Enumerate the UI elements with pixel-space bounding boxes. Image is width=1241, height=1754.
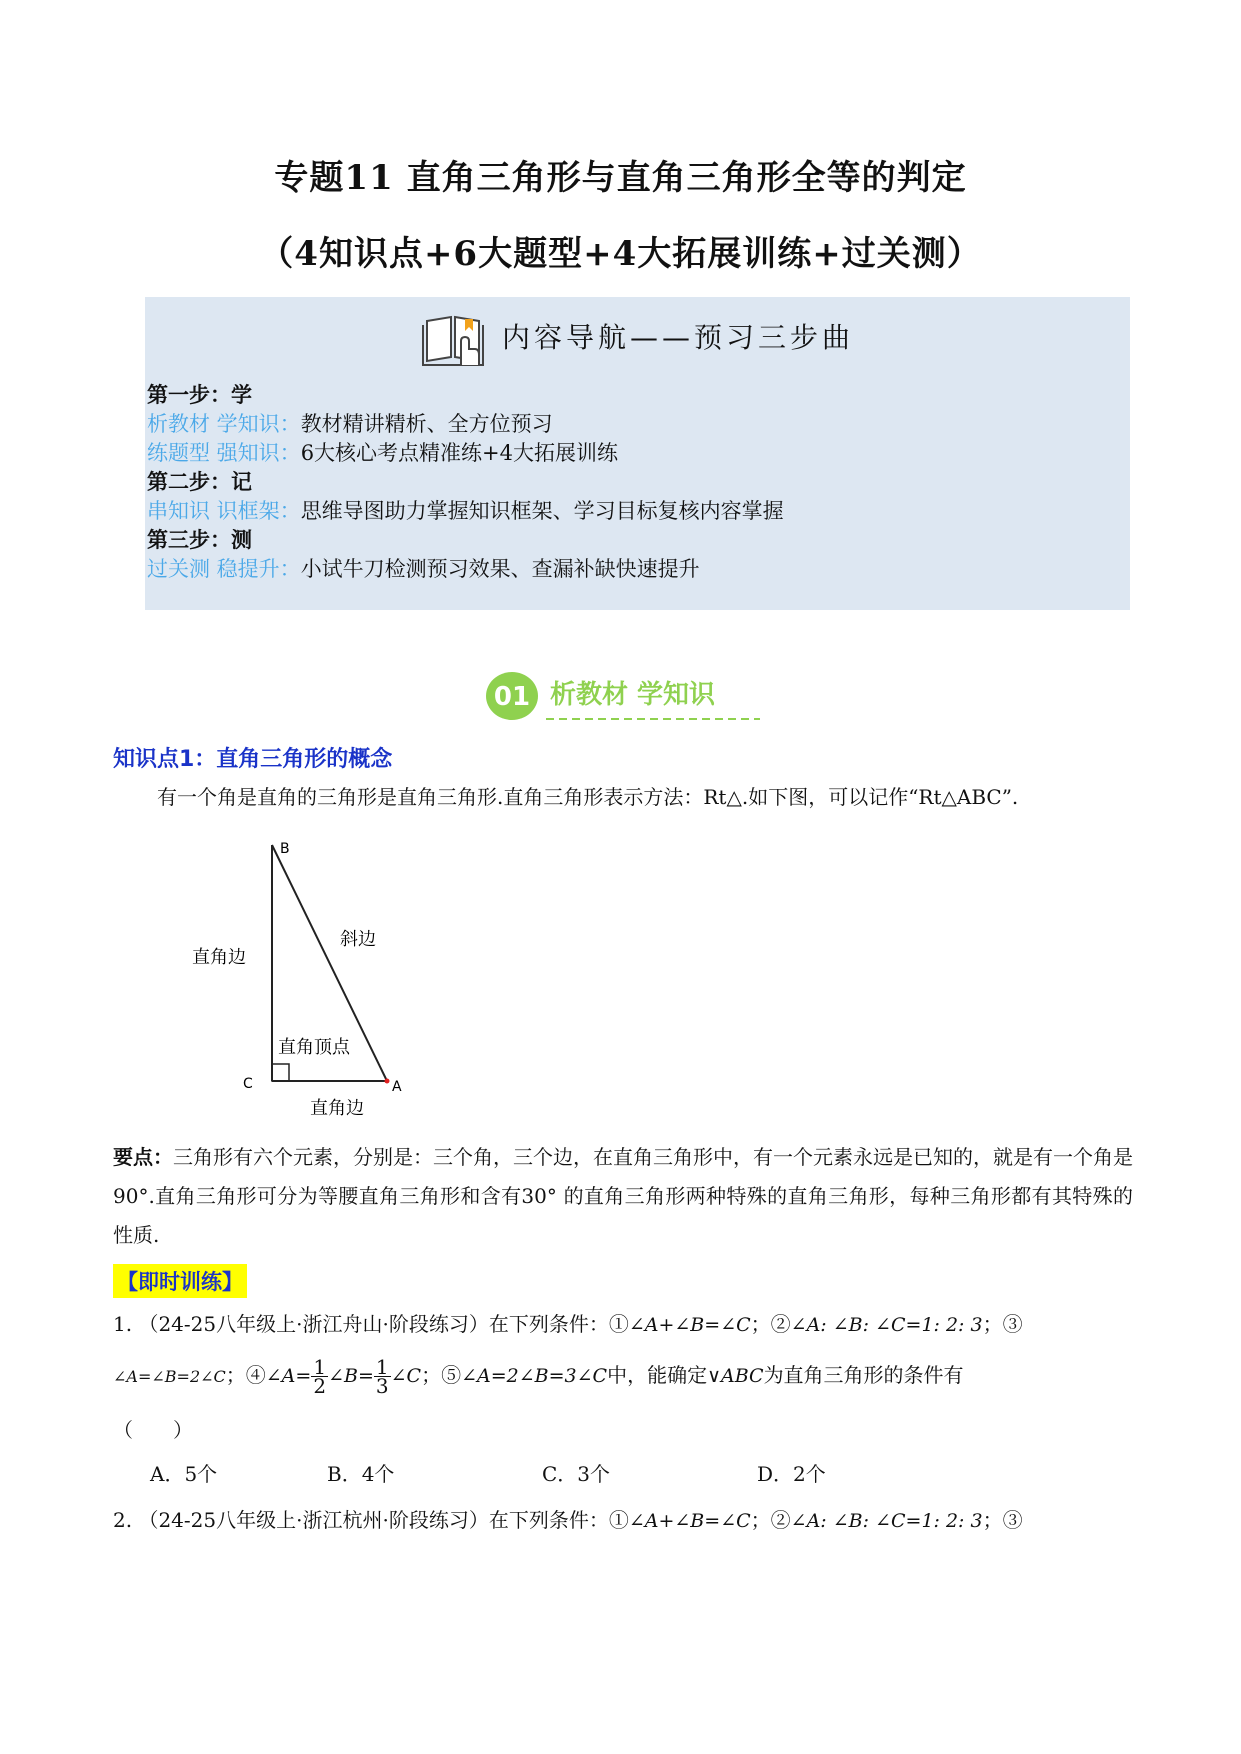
q2-number: 2. bbox=[113, 1508, 133, 1532]
kp1-text: 有一个角是直角的三角形是直角三角形.直角三角形表示方法：Rt△.如下图，可以记作“Rt△ABC”. bbox=[157, 785, 1019, 809]
nav-row1-text: 教材精讲精析、全方位预习 bbox=[300, 412, 553, 436]
q1-choice-a[interactable]: A．5个 bbox=[150, 1462, 218, 1486]
q1-line1 bbox=[113, 1308, 1023, 1337]
nav-row1-key: 析教材 学知识： bbox=[147, 412, 301, 436]
q1-choice-d[interactable]: D．2个 bbox=[757, 1462, 826, 1486]
q1-c4: ；④ bbox=[225, 1363, 266, 1387]
section-badge-number: 01 bbox=[493, 682, 531, 712]
nav-step2: 第二步：记 bbox=[147, 470, 252, 494]
nav-row4-key: 过关测 稳提升： bbox=[147, 557, 301, 581]
q2-c1-math: ∠A+∠B=∠C bbox=[628, 1510, 751, 1532]
q1-answer-paren: （ ） bbox=[113, 1418, 193, 1442]
fraction-third: $\frac{1}{3}$ bbox=[375, 1355, 389, 1398]
label-a: A bbox=[392, 1079, 402, 1095]
nav-row4-text: 小试牛刀检测预习效果、查漏补缺快速提升 bbox=[300, 557, 700, 581]
label-c: C bbox=[243, 1076, 253, 1092]
drill-label: 【即时训练】 bbox=[113, 1264, 247, 1298]
q1-c4-b: ∠B= bbox=[328, 1365, 374, 1387]
key-point-paragraph bbox=[113, 1138, 1133, 1255]
q2-c1: ① bbox=[608, 1508, 629, 1532]
q1-c3-math: ∠A=∠B=2∠C bbox=[113, 1367, 226, 1386]
q1-c1: ① bbox=[608, 1312, 629, 1336]
point-a-dot bbox=[385, 1079, 390, 1084]
q1-c2: ；② bbox=[750, 1312, 791, 1336]
q1-c5-math: ∠A=2∠B=3∠C bbox=[461, 1365, 608, 1387]
q1-choice-b[interactable]: B．4个 bbox=[327, 1462, 395, 1486]
key-point-label: 要点： bbox=[113, 1145, 173, 1169]
q1-mid: 中，能确定 bbox=[607, 1363, 708, 1387]
q1-source: （24-25八年级上·浙江舟山·阶段练习）在下列条件： bbox=[138, 1312, 609, 1336]
q2-source: （24-25八年级上·浙江杭州·阶段练习）在下列条件： bbox=[138, 1508, 609, 1532]
nav-step3: 第三步：测 bbox=[147, 528, 252, 552]
label-b: B bbox=[280, 841, 290, 857]
right-angle-mark bbox=[272, 1064, 289, 1081]
q1-triangle: ∨ABC bbox=[707, 1365, 764, 1387]
q1-c2-math: ∠A: ∠B: ∠C=1: 2: 3 bbox=[790, 1314, 983, 1336]
label-hypotenuse: 斜边 bbox=[340, 929, 376, 950]
kp1-title: 知识点1：直角三角形的概念 bbox=[113, 747, 393, 772]
nav-row2-text: 6大核心考点精准练+4大拓展训练 bbox=[300, 441, 619, 465]
right-triangle-diagram bbox=[180, 835, 420, 1125]
nav-row2 bbox=[147, 439, 784, 468]
q1-c3: ；③ bbox=[982, 1312, 1023, 1336]
content-navigation-box bbox=[145, 297, 1130, 610]
nav-row4 bbox=[147, 555, 784, 584]
nav-row1 bbox=[147, 410, 784, 439]
q1-c1-math: ∠A+∠B=∠C bbox=[628, 1314, 751, 1336]
label-vertex: 直角顶点 bbox=[278, 1037, 350, 1058]
book-hand-icon bbox=[421, 311, 485, 367]
q1-c4-a: ∠A= bbox=[265, 1365, 312, 1387]
nav-row3-key: 串知识 识框架： bbox=[147, 499, 301, 523]
nav-row3-text: 思维导图助力掌握知识框架、学习目标复核内容掌握 bbox=[300, 499, 784, 523]
q1-line2 bbox=[113, 1355, 964, 1398]
q2-c2: ；② bbox=[750, 1508, 791, 1532]
nav-heading bbox=[145, 311, 1130, 367]
q1-choice-c[interactable]: C．3个 bbox=[542, 1462, 611, 1486]
label-leg-bottom: 直角边 bbox=[310, 1098, 364, 1119]
fraction-half: $\frac{1}{2}$ bbox=[313, 1355, 327, 1398]
q2-c3: ；③ bbox=[982, 1508, 1023, 1532]
doc-title-line1: 专题11 直角三角形与直角三角形全等的判定 bbox=[274, 158, 967, 198]
q1-number: 1. bbox=[113, 1312, 133, 1336]
q1-c4-c: ∠C bbox=[390, 1365, 422, 1387]
nav-heading-text: 内容导航——预习三步曲 bbox=[501, 321, 854, 354]
q1-tail: 为直角三角形的条件有 bbox=[763, 1363, 964, 1387]
q1-c5: ；⑤ bbox=[421, 1363, 462, 1387]
q2-c2-math: ∠A: ∠B: ∠C=1: 2: 3 bbox=[790, 1510, 983, 1532]
doc-title-line2: （4知识点+6大题型+4大拓展训练+过关测） bbox=[259, 234, 982, 274]
nav-row3 bbox=[147, 497, 784, 526]
key-point-text: 三角形有六个元素，分别是：三个角，三个边，在直角三角形中，有一个元素永远是已知的，就是有一个角是90°.直角三角形可分为等腰直角三角形和含有30° 的直角三角形两种特殊的直角三角形，每种三角形都有其特殊的性质. bbox=[113, 1145, 1133, 1247]
label-leg-left: 直角边 bbox=[192, 947, 246, 968]
nav-row2-key: 练题型 强知识： bbox=[147, 441, 301, 465]
nav-step1: 第一步：学 bbox=[147, 383, 252, 407]
q2-line1 bbox=[113, 1504, 1023, 1533]
nav-lines bbox=[147, 381, 784, 584]
section-badge bbox=[484, 668, 764, 724]
section-badge-label: 析教材 学知识 bbox=[550, 680, 716, 710]
